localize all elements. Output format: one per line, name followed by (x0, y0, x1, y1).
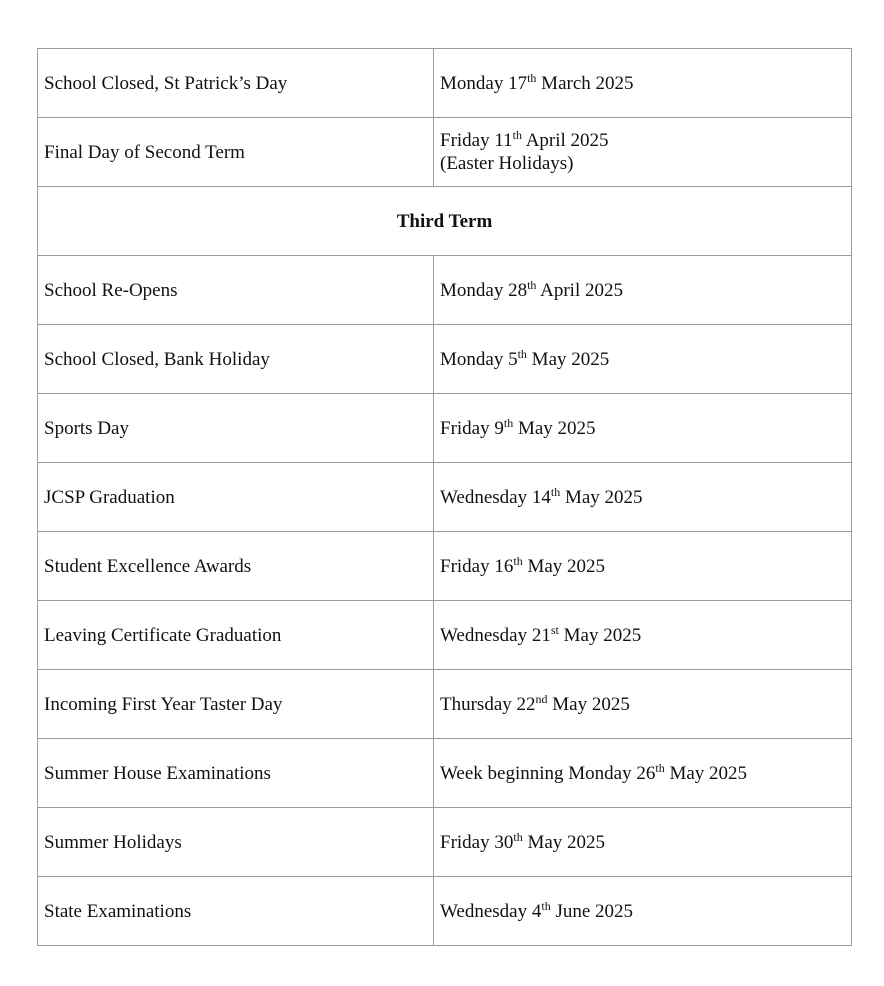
date-text: May 2025 (522, 831, 606, 853)
event-name: School Closed, Bank Holiday (38, 325, 434, 394)
ordinal-suffix: th (541, 898, 551, 913)
date-text: April 2025 (536, 279, 623, 301)
date-text: Wednesday 21 (440, 624, 551, 646)
event-name: Student Excellence Awards (38, 532, 434, 601)
event-date (434, 601, 852, 670)
section-header-row (38, 187, 852, 256)
event-date (434, 49, 852, 118)
date-text: May 2025 (522, 555, 606, 577)
event-date (434, 532, 852, 601)
ordinal-suffix: nd (535, 691, 548, 706)
date-text: May 2025 (558, 624, 642, 646)
ordinal-suffix: th (517, 346, 527, 361)
event-name: School Re-Opens (38, 256, 434, 325)
ordinal-suffix: th (513, 553, 523, 568)
date-line (440, 129, 845, 152)
table-row (38, 463, 852, 532)
ordinal-suffix: st (550, 622, 559, 637)
table-row (38, 325, 852, 394)
date-text: Wednesday 4 (440, 900, 542, 922)
event-date (434, 670, 852, 739)
event-name: Summer Holidays (38, 808, 434, 877)
date-text: Friday 9 (440, 417, 504, 439)
event-name: Incoming First Year Taster Day (38, 670, 434, 739)
date-note: (Easter Holidays) (440, 153, 574, 174)
event-date (434, 877, 852, 946)
ordinal-suffix: th (513, 829, 523, 844)
event-name: State Examinations (38, 877, 434, 946)
table-row (38, 739, 852, 808)
table-row (38, 601, 852, 670)
date-text: May 2025 (513, 417, 596, 439)
date-text: June 2025 (550, 900, 634, 922)
event-name: Final Day of Second Term (38, 118, 434, 187)
table-row (38, 49, 852, 118)
ordinal-suffix: th (512, 128, 522, 142)
event-date (434, 463, 852, 532)
date-text: April 2025 (522, 130, 609, 151)
ordinal-suffix: th (503, 415, 514, 430)
date-text: Thursday 22 (440, 693, 536, 715)
date-text: March 2025 (536, 72, 634, 94)
date-text: Monday 28 (440, 279, 528, 301)
date-text: May 2025 (526, 348, 610, 370)
ordinal-suffix: th (550, 484, 561, 499)
ordinal-suffix: th (527, 277, 537, 292)
event-name: Summer House Examinations (38, 739, 434, 808)
event-name: Leaving Certificate Graduation (38, 601, 434, 670)
event-date (434, 325, 852, 394)
date-text: Friday 16 (440, 555, 514, 577)
table-row (38, 670, 852, 739)
event-date (434, 739, 852, 808)
ordinal-suffix: th (655, 760, 665, 775)
date-text: Week beginning Monday 26 (440, 762, 656, 784)
date-text: May 2025 (664, 762, 748, 784)
table-row (38, 532, 852, 601)
date-text: Monday 17 (440, 72, 528, 94)
ordinal-suffix: th (527, 70, 537, 85)
table-row (38, 118, 852, 187)
table-row (38, 256, 852, 325)
table-row (38, 394, 852, 463)
event-date (434, 808, 852, 877)
date-text: May 2025 (547, 693, 630, 715)
event-date (434, 118, 852, 187)
table-row (38, 877, 852, 946)
event-date (434, 256, 852, 325)
table-row (38, 808, 852, 877)
date-text: Friday 11 (440, 130, 513, 151)
date-text: Friday 30 (440, 831, 514, 853)
date-text: May 2025 (560, 486, 643, 508)
section-title: Third Term (38, 187, 852, 256)
event-date (434, 394, 852, 463)
event-name: JCSP Graduation (38, 463, 434, 532)
event-name: School Closed, St Patrick’s Day (38, 49, 434, 118)
date-text: Monday 5 (440, 348, 518, 370)
event-name: Sports Day (38, 394, 434, 463)
date-text: Wednesday 14 (440, 486, 551, 508)
school-calendar-table (37, 48, 852, 946)
